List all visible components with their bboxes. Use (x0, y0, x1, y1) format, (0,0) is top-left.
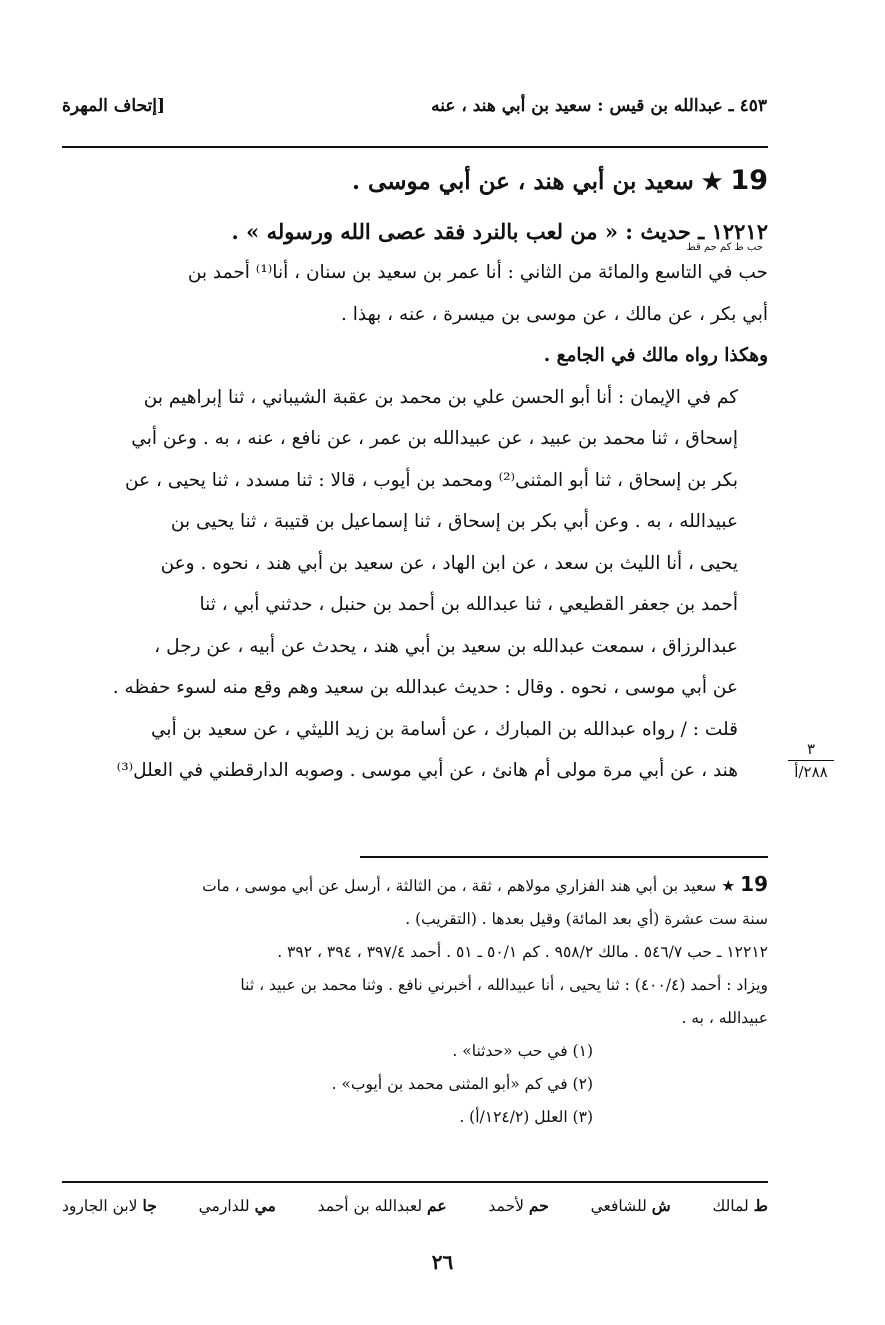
abbr-item: عم لعبدالله بن أحمد (317, 1196, 447, 1215)
text-line: وهكذا رواه مالك في الجامع . (543, 345, 768, 366)
footnote-2: (٢) في كم «أبو المثنى محمد بن أيوب» . (331, 1075, 593, 1093)
text-line: عبدالرزاق ، سمعت عبدالله بن سعيد بن أبي هند ، يحدث عن أبيه ، عن رجل ، (154, 635, 738, 657)
main-text (62, 150, 768, 792)
margin-manuscript-ref (788, 738, 834, 783)
text-line: حب في التاسع والمائة من الثاني : أنا عمر بن سعيد بن سنان ، أنا⁽¹⁾ أحمد بن (187, 262, 768, 283)
text-line: عبيدالله ، به . وعن أبي بكر بن إسحاق ، ثنا إسماعيل بن قتيبة ، ثنا يحيى بن (170, 511, 738, 532)
abbr-item: جا لابن الجارود (62, 1196, 157, 1215)
paragraph-hakim (62, 377, 768, 709)
text-line: قلت : / رواه عبدالله بن المبارك ، عن أسامة بن زيد الليثي ، عن سعيد بن أبي (151, 718, 738, 740)
note-text-line: ★ سعيد بن أبي هند الفزاري مولاهم ، ثقة ، من الثالثة ، أرسل عن أبي موسى ، مات (202, 877, 736, 895)
abbr-item: ط لمالك (712, 1196, 768, 1215)
text-line: أحمد بن جعفر القطيعي ، ثنا عبدالله بن أحمد بن حنبل ، حدثني أبي ، ثنا (199, 594, 738, 615)
abbr-item: ش للشافعي (590, 1196, 671, 1215)
paragraph-malik-note (62, 335, 768, 377)
entry-title (62, 150, 768, 212)
margin-ref-volume: ٣ (806, 740, 816, 758)
footnote-3: (٣) العلل (١٢٤/٢/أ) . (459, 1108, 593, 1126)
abbr-item: مي للدارمي (198, 1196, 276, 1215)
entry-title-text: سعيد بن أبي هند ، عن أبي موسى . (352, 168, 694, 195)
header-book-title: [إتحاف المهرة (62, 96, 166, 116)
text-line: بكر بن إسحاق ، ثنا أبو المثنى⁽²⁾ ومحمد بن أيوب ، قالا : ثنا مسدد ، ثنا يحيى ، عن (124, 469, 738, 491)
paragraph-qultu (62, 709, 768, 792)
text-line: أبي بكر ، عن مالك ، عن موسى بن ميسرة ، عنه ، بهذا . (341, 303, 768, 325)
references-line: ١٢٢١٢ ـ حب ٥٤٦/٧ . مالك ٩٥٨/٢ . كم ٥٠/١ ـ ٥١ . أحمد ٣٩٧/٤ ، ٣٩٤ ، ٣٩٢ . (277, 943, 768, 961)
margin-ref-folio: ٢٨٨/أ (788, 760, 834, 783)
star-icon: ★ (701, 168, 723, 195)
entry-number: 19 (730, 165, 768, 196)
abbreviations-key (62, 1196, 768, 1215)
footnotes-section (62, 868, 768, 1134)
header-divider (62, 146, 768, 148)
page-number: ٢٦ (431, 1250, 454, 1274)
abbr-item: حم لأحمد (488, 1196, 549, 1215)
addition-line: ويزاد : أحمد (٤٠٠/٤) : ثنا يحيى ، أنا عبيدالله ، أخبرني نافع . وثنا محمد بن عبيد ، ثنا (240, 976, 768, 994)
footnote-divider (360, 856, 768, 858)
text-line: عن أبي موسى ، نحوه . وقال : حديث عبدالله بن سعيد وهم وقع منه لسوء حفظه . (112, 677, 738, 698)
text-line: هند ، عن أبي مرة مولى أم هانئ ، عن أبي موسى . وصوبه الدارقطني في العلل⁽³⁾ (116, 760, 738, 781)
addition-line: عبيدالله ، به . (681, 1009, 768, 1027)
running-header (62, 86, 767, 126)
header-chapter-title: ٤٥٣ ـ عبدالله بن قيس : سعيد بن أبي هند ، عنه (431, 96, 767, 116)
note-text-line: سنة ست عشرة (أي بعد المائة) وقيل بعدها . (التقريب) . (405, 910, 768, 928)
text-line: إسحاق ، ثنا محمد بن عبيد ، عن عبيدالله بن عمر ، عن نافع ، عنه ، به . وعن أبي (131, 428, 738, 449)
text-line: يحيى ، أنا الليث بن سعد ، عن ابن الهاد ، عن سعيد بن أبي هند ، نحوه . وعن (160, 552, 738, 574)
paragraph-ibn-hibban (62, 252, 768, 335)
note-entry-number: 19 (740, 872, 768, 896)
source-sigla: حب ط كم حم قط (686, 242, 763, 253)
hadith-heading: ١٢٢١٢ ـ حديث : « من لعب بالنرد فقد عصى الله ورسوله » . (231, 219, 768, 244)
footnote-1: (١) في حب «حدثنا» . (452, 1042, 593, 1060)
biography-note (62, 868, 768, 903)
abbreviations-divider (62, 1181, 768, 1183)
text-line: كم في الإيمان : أنا أبو الحسن علي بن محمد بن عقبة الشيباني ، ثنا إبراهيم بن (143, 386, 738, 408)
